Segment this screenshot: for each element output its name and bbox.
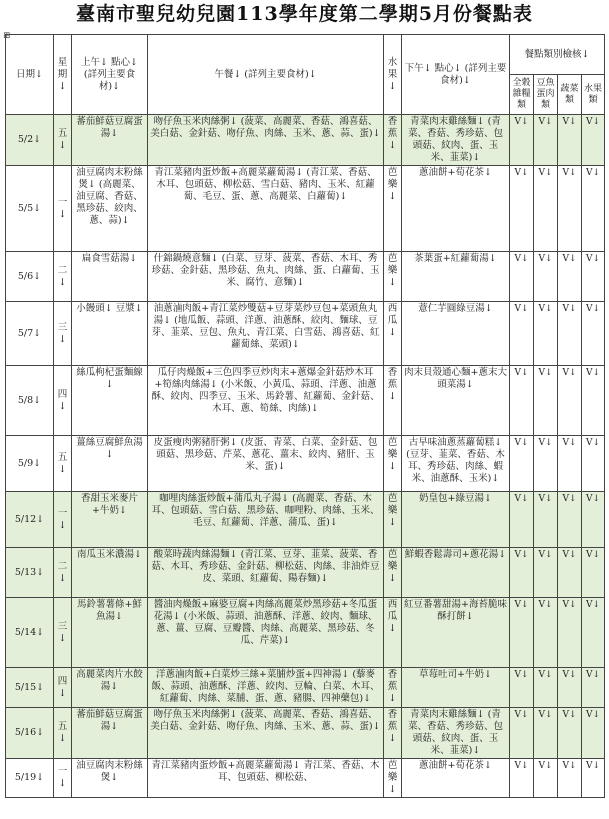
row-check-mark: V↓ [510,252,534,302]
row-fruit: 芭樂↓ [384,166,402,252]
row-date: 5/7↓ [6,302,54,366]
row-date: 5/13↓ [6,548,54,598]
row-check-mark: V↓ [558,302,582,366]
row-check-mark: V↓ [558,759,582,798]
table-row [6,166,605,252]
row-date: 5/5↓ [6,166,54,252]
row-lunch: 吻仔魚玉米肉絲粥↓ (菠菜、高麗菜、香菇、鴻喜菇、美白菇、金針菇、吻仔魚、肉絲、玉米、蔥、蒜、蛋)↓ [148,708,384,759]
row-date: 5/15↓ [6,668,54,708]
row-snack-am: 香甜玉米麥片+牛奶↓ [72,492,148,548]
table-row [6,759,605,798]
row-lunch: 青江菜豬肉蛋炒飯+高麗菜蘿蔔湯↓ (青江菜、香菇、木耳、包頭菇、柳松菇、雪白菇、豬肉、玉米、紅蘿蔔、毛豆、蛋、蔥、高麗菜、白蘿蔔)↓ [148,166,384,252]
row-snack-pm: 茶葉蛋+紅蘿蔔湯↓ [402,252,510,302]
row-lunch: 咖哩肉絲蛋炒飯+蒲瓜丸子湯↓ (高麗菜、香菇、木耳、包頭菇、雪白菇、黑珍菇、咖哩粉、肉絲、玉米、毛豆、紅蘿蔔、洋蔥、蒲瓜、蛋)↓ [148,492,384,548]
row-weekday: 二↓ [54,548,72,598]
row-weekday: 一↓ [54,492,72,548]
row-lunch: 油蔥滷肉飯+青江菜炒雙菇+豆芽菜炒豆包+菜頭魚丸湯↓ (地瓜飯、蒜頭、洋蔥、油蔥酥、絞肉、麵球、豆芽、韮菜、豆包、魚丸、青江菜、白雪菇、鴻喜菇、紅蘿蔔絲、菜頭)↓ [148,302,384,366]
row-fruit: 香蕉↓ [384,708,402,759]
row-date: 5/19↓ [6,759,54,798]
row-snack-pm: 蔥油餅+荀花茶↓ [402,166,510,252]
table-row [6,302,605,366]
row-check-mark: V↓ [534,166,558,252]
menu-table [5,34,605,798]
row-snack-am: 薑絲豆腐鮮魚湯↓ [72,436,148,492]
row-weekday: 五↓ [54,115,72,166]
row-weekday: 五↓ [54,708,72,759]
row-check-mark: V↓ [510,115,534,166]
row-date: 5/14↓ [6,598,54,668]
row-lunch: 什錦鍋燒意麵↓ (白菜、豆芽、菠菜、香菇、木耳、秀珍菇、金針菇、黑珍菇、魚丸、肉絲、蛋、白蘿蔔、玉米、腐竹、意麵)↓ [148,252,384,302]
row-snack-am: 蕃茄鮮菇豆腐蛋湯↓ [72,708,148,759]
row-check-mark: V↓ [582,302,605,366]
row-date: 5/9↓ [6,436,54,492]
row-check-mark: V↓ [558,115,582,166]
row-check-mark: V↓ [510,548,534,598]
row-lunch: 洋蔥滷肉飯+白菜炒三絲+菜脯炒蛋+四神湯↓ (藜麥飯、蒜頭、油蔥酥、洋蔥、絞肉、豆輪、白菜、木耳、紅蘿蔔、肉絲、菜脯、蛋、蔥、豬腸、四神藥包)↓ [148,668,384,708]
row-check-mark: V↓ [510,436,534,492]
row-fruit: 芭樂↓ [384,492,402,548]
header-fruit: 水果↓ [384,35,402,115]
row-check-mark: V↓ [534,115,558,166]
table-row [6,492,605,548]
row-check-mark: V↓ [558,598,582,668]
row-check-mark: V↓ [582,436,605,492]
row-snack-am: 小饅頭↓ 豆漿↓ [72,302,148,366]
row-snack-am: 絲瓜枸杞蛋麵線↓ [72,366,148,436]
row-check-mark: V↓ [534,492,558,548]
table-row [6,668,605,708]
row-check-mark: V↓ [558,492,582,548]
row-snack-am: 馬鈴薯薯條+鮮魚湯↓ [72,598,148,668]
row-check-mark: V↓ [534,548,558,598]
row-snack-pm: 古早味油蔥蒸蘿蔔糕↓ (豆芽、韮菜、香菇、木耳、秀珍菇、肉絲、蝦米、油蔥酥、玉米)↓ [402,436,510,492]
header-category-grains: 全穀雜糧類 [510,75,534,115]
row-lunch: 皮蛋瘦肉粥豬肝粥↓ (皮蛋、青菜、白菜、金針菇、包頭菇、黑珍菇、芹菜、蔥花、薑末、絞肉、豬肝、玉米、蛋)↓ [148,436,384,492]
table-row [6,252,605,302]
row-lunch: 瓜仔肉燥飯+三色四季豆炒肉末+蔥爆金針菇炒木耳+筍絲肉絲湯↓ (小米飯、小黃瓜、蒜頭、洋蔥、油蔥酥、絞肉、四季豆、玉米、馬鈴薯、紅蘿蔔、金針菇、木耳、蔥、筍絲、肉絲)↓ [148,366,384,436]
header-category-fruit: 水果類 [582,75,605,115]
row-snack-pm: 鮮蝦香鬆壽司+蔥花湯↓ [402,548,510,598]
row-check-mark: V↓ [510,366,534,436]
row-check-mark: V↓ [582,759,605,798]
header-category-protein: 豆魚蛋肉類 [534,75,558,115]
row-weekday: 三↓ [54,598,72,668]
row-snack-pm: 青菜肉末雞絲麵↓ (青菜、香菇、秀珍菇、包頭菇、紋肉、蛋、玉米、韮菜)↓ [402,115,510,166]
row-check-mark: V↓ [534,436,558,492]
row-check-mark: V↓ [510,302,534,366]
row-check-mark: V↓ [510,759,534,798]
row-weekday: 三↓ [54,302,72,366]
row-snack-pm: 草莓吐司+牛奶↓ [402,668,510,708]
row-check-mark: V↓ [534,598,558,668]
row-check-mark: V↓ [510,598,534,668]
row-check-mark: V↓ [558,668,582,708]
row-check-mark: V↓ [510,492,534,548]
row-lunch: 吻仔魚玉米肉絲粥↓ (菠菜、高麗菜、香菇、鴻喜菇、美白菇、金針菇、吻仔魚、肉絲、玉米、蔥、蒜、蛋)↓ [148,115,384,166]
row-check-mark: V↓ [558,252,582,302]
row-fruit: 西瓜↓ [384,302,402,366]
row-date: 5/6↓ [6,252,54,302]
row-snack-pm: 蔥油餅+荀花茶↓ [402,759,510,798]
row-snack-am: 高麗菜肉片水餃湯↓ [72,668,148,708]
row-date: 5/12↓ [6,492,54,548]
row-weekday: 一↓ [54,166,72,252]
row-check-mark: V↓ [558,436,582,492]
table-row [6,548,605,598]
row-check-mark: V↓ [534,759,558,798]
row-fruit: 香蕉↓ [384,668,402,708]
row-check-mark: V↓ [558,548,582,598]
row-snack-am: 油豆腐肉末粉絲煲↓ (高麗菜、油豆腐、香菇、黑珍菇、絞肉、蔥、蒜)↓ [72,166,148,252]
row-check-mark: V↓ [582,598,605,668]
row-date: 5/16↓ [6,708,54,759]
table-row [6,436,605,492]
row-fruit: 芭樂↓ [384,759,402,798]
row-fruit: 芭樂↓ [384,436,402,492]
header-category-group: 餐點類別檢核↓ [510,35,605,75]
table-move-handle-icon[interactable]: ⊞ [3,31,11,41]
row-check-mark: V↓ [582,115,605,166]
row-snack-am: 南瓜玉米濃湯↓ [72,548,148,598]
row-check-mark: V↓ [582,166,605,252]
header-category-vegetables: 蔬菜類 [558,75,582,115]
row-snack-pm: 奶皇包+綠豆湯↓ [402,492,510,548]
row-check-mark: V↓ [510,708,534,759]
row-fruit: 香蕉↓ [384,366,402,436]
row-check-mark: V↓ [582,366,605,436]
page-title: 臺南市聖兒幼兒園113學年度第二學期5月份餐點表 [76,3,533,25]
row-check-mark: V↓ [534,366,558,436]
row-check-mark: V↓ [582,492,605,548]
row-check-mark: V↓ [558,708,582,759]
row-check-mark: V↓ [582,668,605,708]
row-check-mark: V↓ [558,366,582,436]
table-row [6,598,605,668]
row-lunch: 醬油肉燥飯+麻婆豆腐+肉絲高麗菜炒黑珍菇+冬瓜蛋花湯↓ (小米飯、蒜頭、油蔥酥、洋蔥、絞肉、麵球、蔥、薑、豆腐、豆瓣醬、肉絲、高麗菜、黑珍菇、冬瓜、芹菜)↓ [148,598,384,668]
row-lunch: 酸菜時蔬肉絲湯麵↓ (青江菜、豆芽、韮菜、菠菜、香菇、木耳、秀珍菇、金針菇、柳松菇、肉絲、非油炸豆皮、菜頭、紅蘿蔔、陽春麵)↓ [148,548,384,598]
header-date: 日期↓ [6,35,54,115]
header-snack-pm: 下午↓ 點心↓ (詳列主要食材)↓ [402,35,510,115]
row-check-mark: V↓ [534,668,558,708]
header-weekday: 星期↓ [54,35,72,115]
row-snack-am: 油豆腐肉末粉絲煲↓ [72,759,148,798]
header-row [6,35,605,75]
row-check-mark: V↓ [534,708,558,759]
table-row [6,366,605,436]
row-check-mark: V↓ [534,252,558,302]
row-snack-am: 扁食雪菇湯↓ [72,252,148,302]
row-check-mark: V↓ [558,166,582,252]
row-weekday: 二↓ [54,252,72,302]
row-check-mark: V↓ [510,668,534,708]
row-weekday: 五↓ [54,436,72,492]
header-lunch: 午餐↓ (詳列主要食材)↓ [148,35,384,115]
row-date: 5/8↓ [6,366,54,436]
table-row [6,708,605,759]
row-check-mark: V↓ [582,708,605,759]
row-snack-pm: 紅豆番薯甜湯+海苔脆味酥打餅↓ [402,598,510,668]
row-fruit: 芭樂↓ [384,252,402,302]
row-weekday: 一↓ [54,759,72,798]
row-check-mark: V↓ [582,252,605,302]
row-check-mark: V↓ [510,166,534,252]
row-fruit: 香蕉↓ [384,115,402,166]
row-date: 5/2↓ [6,115,54,166]
row-snack-pm: 薏仁芋圓綠豆湯↓ [402,302,510,366]
row-check-mark: V↓ [534,302,558,366]
row-fruit: 芭樂↓ [384,548,402,598]
row-snack-am: 蕃茄鮮菇豆腐蛋湯↓ [72,115,148,166]
table-row [6,115,605,166]
row-lunch: 青江菜豬肉蛋炒飯+高麗菜蘿蔔湯↓ 青江菜、香菇、木耳、包頭菇、柳松菇、 [148,759,384,798]
row-weekday: 四↓ [54,366,72,436]
row-fruit: 西瓜↓ [384,598,402,668]
header-snack-am: 上午↓ 點心↓ (詳列主要食材)↓ [72,35,148,115]
row-weekday: 四↓ [54,668,72,708]
row-snack-pm: 青菜肉末雞絲麵↓ (青菜、香菇、秀珍菇、包頭菇、紋肉、蛋、玉米、韮菜)↓ [402,708,510,759]
row-snack-pm: 肉末貝殼通心麵+蔥末大頭菜湯↓ [402,366,510,436]
row-check-mark: V↓ [582,548,605,598]
